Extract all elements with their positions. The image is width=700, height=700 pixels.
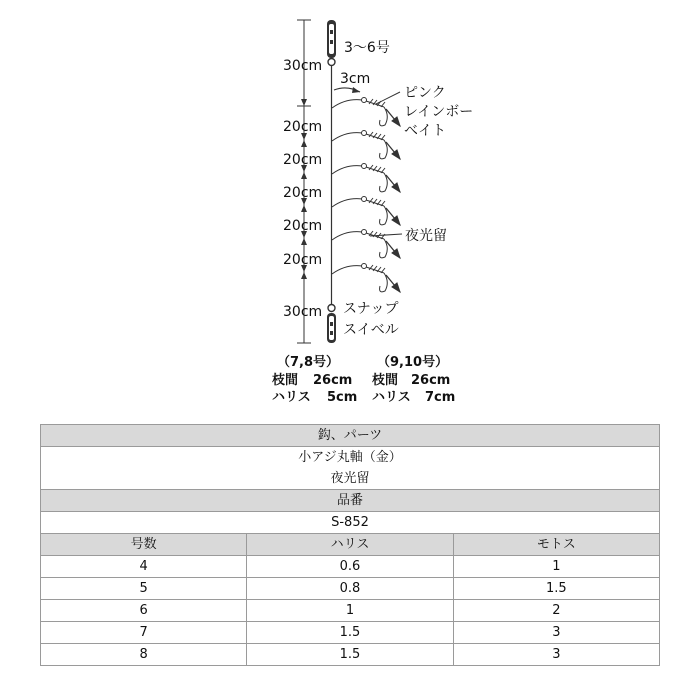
size-cell: 7 [41,622,247,644]
parts-cell [41,447,660,490]
branch-6 [332,264,400,293]
harris-cell: 1 [247,600,453,622]
spacing-label-4: 20cm [283,218,323,234]
harris-cell: 0.6 [247,556,453,578]
parts-line-1: 小アジ丸軸（金） [298,450,402,465]
parts-row [41,447,660,490]
spec-right-harris-label: ハリス [372,390,411,405]
spec-table [40,424,660,666]
spec-right-branch-label: 枝間 [372,373,399,388]
spec-right-branch-value: 26cm [411,373,451,388]
parts-header: 鈎、パーツ [41,425,660,447]
column-header-row [41,534,660,556]
spacing-label-1: 20cm [283,119,323,135]
branch-3 [332,164,400,193]
swivel-top-label: 3～6号 [344,40,390,56]
spec-left-harris-value: 5cm [327,390,358,405]
spacing-bottom-label: 30cm [283,304,323,320]
table-row [41,556,660,578]
spacing-label-3: 20cm [283,185,323,201]
spacing-label-5: 20cm [283,252,323,268]
spacing-label-2: 20cm [283,152,323,168]
spec-right-size: （9,10号） [377,355,449,370]
spacing-top-label: 30cm [283,58,323,74]
branch-offset-label: 3cm [340,71,371,87]
spec-left-harris-label: ハリス [272,390,311,405]
motosu-cell: 1 [453,556,659,578]
size-cell: 5 [41,578,247,600]
bait-label-line1: ピンク [404,85,446,101]
luminous-bead-label: 夜光留 [405,228,447,244]
branch-1 [332,98,400,127]
size-cell: 4 [41,556,247,578]
spec-right-harris-value: 7cm [425,390,456,405]
table-row [41,600,660,622]
spec-left-branch-label: 枝間 [272,373,299,388]
branch-4 [332,197,400,226]
snap-label-line1: スナップ [343,301,399,317]
branch-5 [332,230,400,259]
spec-left-size: （7,8号） [277,355,340,370]
motosu-cell: 3 [453,622,659,644]
bait-callout-line [376,92,400,104]
product-value: S-852 [41,512,660,534]
table-row [41,578,660,600]
motosu-cell: 2 [453,600,659,622]
harris-cell: 0.8 [247,578,453,600]
spec-left-branch-value: 26cm [313,373,353,388]
table-row [41,622,660,644]
parts-header-row [41,425,660,447]
table-row [41,644,660,666]
parts-line-2: 夜光留 [330,471,370,486]
column-header-size: 号数 [41,534,247,556]
branch-2 [332,131,400,160]
top-swivel-icon [327,20,336,66]
size-cell: 8 [41,644,247,666]
bait-label-line2: レインボー [404,104,474,120]
column-header-harris: ハリス [247,534,453,556]
column-header-motosu: モトス [453,534,659,556]
size-cell: 6 [41,600,247,622]
harris-cell: 1.5 [247,622,453,644]
product-header-row [41,490,660,512]
product-row [41,512,660,534]
motosu-cell: 3 [453,644,659,666]
motosu-cell: 1.5 [453,578,659,600]
product-header: 品番 [41,490,660,512]
snap-label-line2: スイベル [343,322,399,338]
harris-cell: 1.5 [247,644,453,666]
snap-swivel-icon [327,305,336,344]
bait-label-line3: ベイト [404,123,446,139]
